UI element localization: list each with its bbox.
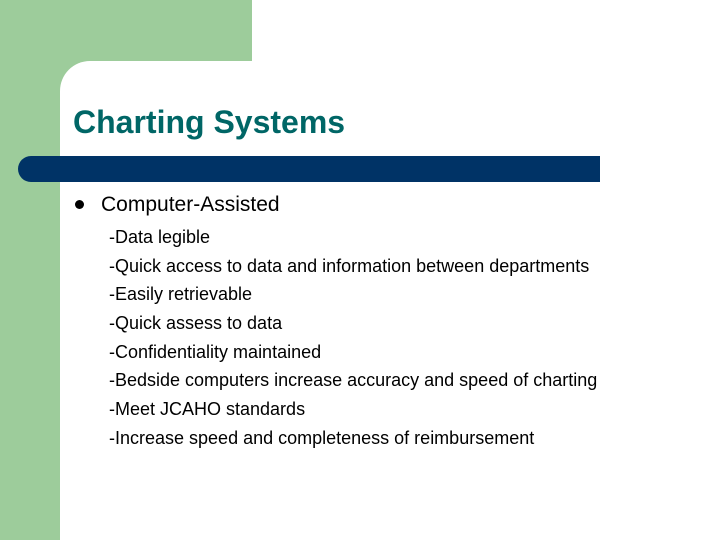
title-underline-bar [18,156,600,182]
sub-point: -Meet JCAHO standards [109,399,306,420]
bullet-dot-icon [75,200,84,209]
sub-point: -Bedside computers increase accuracy and speed of charting [109,370,598,391]
sub-point: -Easily retrievable [109,284,253,305]
sub-point: -Increase speed and completeness of reimbursement [109,427,535,448]
sub-point: -Quick access to data and information between departments [109,255,590,276]
sub-point: -Data legible [109,227,211,247]
bullet-heading: Computer-Assisted [101,193,280,216]
sub-point: -Confidentiality maintained [109,341,322,362]
slide-title: Charting Systems [73,104,346,140]
sub-point-list [109,223,597,453]
sub-point: -Quick assess to data [109,313,283,334]
